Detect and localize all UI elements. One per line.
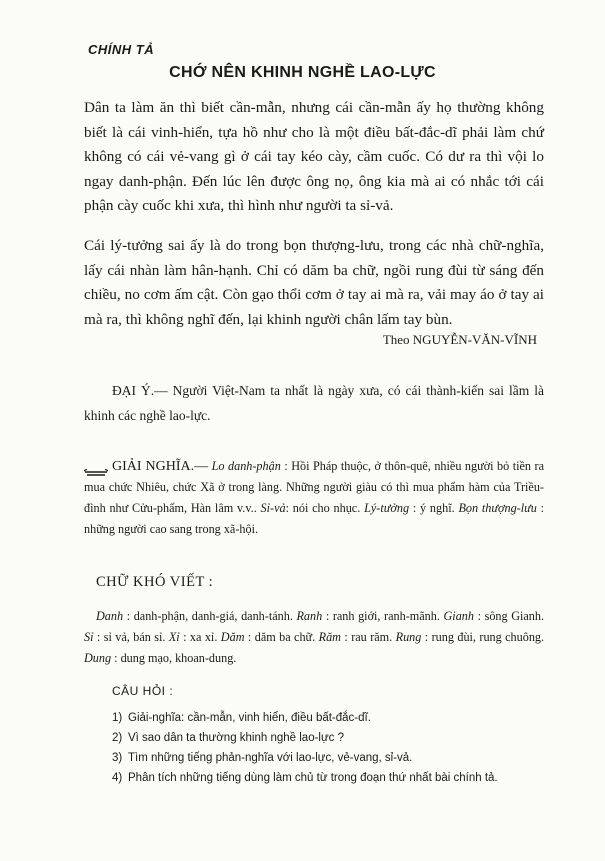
vocab-term: Lý-tưởng [364, 501, 410, 515]
difficult-words-heading: CHỮ KHÓ VIẾT : [96, 574, 214, 590]
spelling-term: Dăm [220, 630, 245, 644]
lesson-title: CHỚ NÊN KHINH NGHỀ LAO-LỰC [169, 64, 436, 81]
author-prefix: Theo [382, 332, 410, 347]
spelling-words: danh-phận, danh-giá, danh-tánh. [133, 609, 293, 623]
vocab-def: Hồi Pháp thuộc, ở thôn-quê, nhiều người bỏ tiền ra mua chức Nhiêu, chức Xã ở trong làng. Những người giàu có thì mua phẩm hàm của Triều-đình như Cửu-phẩm, Hàn lâm v.v.. [84, 459, 544, 515]
vocab-def: ý nghĩ. [420, 501, 455, 515]
vocab-term: Sỉ-vả [260, 501, 286, 515]
vocab-term: Lo danh-phận [211, 459, 281, 473]
spelling-term: Ranh [296, 609, 323, 623]
vocabulary-notes: GIẢI NGHĨA.— Lo danh-phận : Hồi Pháp thuộc, ở thôn-quê, nhiều người bỏ tiền ra mua chức Nhiêu, chức Xã ở trong làng. Những người giàu có thì mua phẩm hàm của Triều-đình như Cửu-phẩm, Hàn lâm v.v.. Sỉ-vả: nói cho nhục. Lý-tưởng : ý nghĩ. Bọn thượng-lưu : những người cao sang trong xã-hội. [84, 459, 545, 536]
vocab-term: Bọn thượng-lưu [458, 501, 537, 515]
spelling-term: Danh [96, 609, 124, 623]
questions-list [112, 708, 552, 788]
author-name: NGUYỄN-VĂN-VĨNH [412, 332, 537, 347]
spelling-term: Răm [318, 630, 341, 644]
question-item [112, 768, 552, 788]
vocabulary-label: GIẢI NGHĨA.— [112, 459, 209, 474]
question-item [112, 748, 552, 768]
spelling-words: dung mạo, khoan-dung. [120, 651, 237, 665]
main-idea-label: ĐẠI Ý.— [112, 383, 168, 398]
question-number: 3) [112, 752, 123, 764]
question-number: 4) [112, 772, 123, 784]
difficult-words: Danh : danh-phận, danh-giá, danh-tánh. Ranh : ranh giới, ranh-mãnh. Gianh : sông Gianh. Sỉ : sỉ vả, bán sỉ. Xỉ : xa xỉ. Dăm : dăm ba chữ. Răm : rau răm. Rung : rung đùi, rung chuông. Dung : dung mạo, khoan-dung. [84, 609, 545, 665]
vocab-def: nói cho nhục. [292, 501, 361, 515]
spelling-words: sông Gianh. [484, 609, 545, 623]
question-number: 2) [112, 732, 123, 744]
main-idea [84, 378, 544, 428]
spelling-term: Rung [395, 630, 422, 644]
spelling-words: rung đùi, rung chuông. [431, 630, 545, 644]
spelling-words: sỉ vả, bán sỉ. [103, 630, 166, 644]
spelling-words: ranh giới, ranh-mãnh. [332, 609, 440, 623]
spelling-term: Sỉ [84, 630, 94, 644]
spelling-words: rau răm. [351, 630, 393, 644]
question-text: Vì sao dân ta thường khinh nghề lao-lực ? [128, 732, 345, 744]
spelling-term: Gianh [443, 609, 474, 623]
main-idea-text: Người Việt-Nam ta nhất là ngày xưa, có cái thành-kiến sai lầm là khinh các nghề lao-lực. [84, 383, 545, 423]
section-label: CHÍNH TẢ [88, 42, 155, 57]
question-number: 1) [112, 712, 123, 724]
question-text: Phân tích những tiếng dùng làm chủ từ trong đoạn thứ nhất bài chính tả. [128, 772, 498, 784]
question-item [112, 708, 552, 728]
questions-heading: CÂU HỎI : [112, 684, 174, 698]
spelling-words: xa xỉ. [189, 630, 218, 644]
spelling-words: dăm ba chữ. [254, 630, 316, 644]
question-text: Giải-nghĩa: cần-mẫn, vinh hiển, điều bất-đắc-dĩ. [128, 712, 371, 724]
spelling-term: Xỉ [168, 630, 180, 644]
question-text: Tìm những tiếng phản-nghĩa với lao-lực, vẻ-vang, sỉ-vả. [128, 752, 413, 764]
vocab-def: những người cao sang trong xã-hội. [84, 522, 258, 536]
passage-paragraph-1: Dân ta làm ăn thì biết cần-mẫn, nhưng cái cần-mẫn ấy họ thường không biết là cái vinh-hiển, tựa hồ như cho là một điều bất-đắc-dĩ phải làm chứ không có cái vẻ-vang gì ở cái tay kéo cày, cầm cuốc. Có dư ra thì vội lo ngay danh-phận. Đến lúc lên được ông nọ, ông kia mà ai có nhắc tới cái phận cày cuốc khi xưa, thì hình như người ta sỉ-vả. [84, 99, 544, 214]
question-item [112, 728, 552, 748]
passage-paragraph-2: Cái lý-tưởng sai ấy là do trong bọn thượng-lưu, trong các nhà chữ-nghĩa, lấy cái nhàn làm hân-hạnh. Chỉ có dăm ba chữ, ngồi rung đùi từ sáng đến chiều, no cơm ấm cật. Còn gạo thổi cơm ở tay ai mà ra, vải may áo ở tay ai mà ra, thì không nghĩ đến, lại khinh người chân lấm tay bùn. [84, 237, 544, 328]
author-credit [383, 332, 537, 348]
section-marker-icon [84, 463, 108, 471]
spelling-term: Dung [84, 651, 112, 665]
